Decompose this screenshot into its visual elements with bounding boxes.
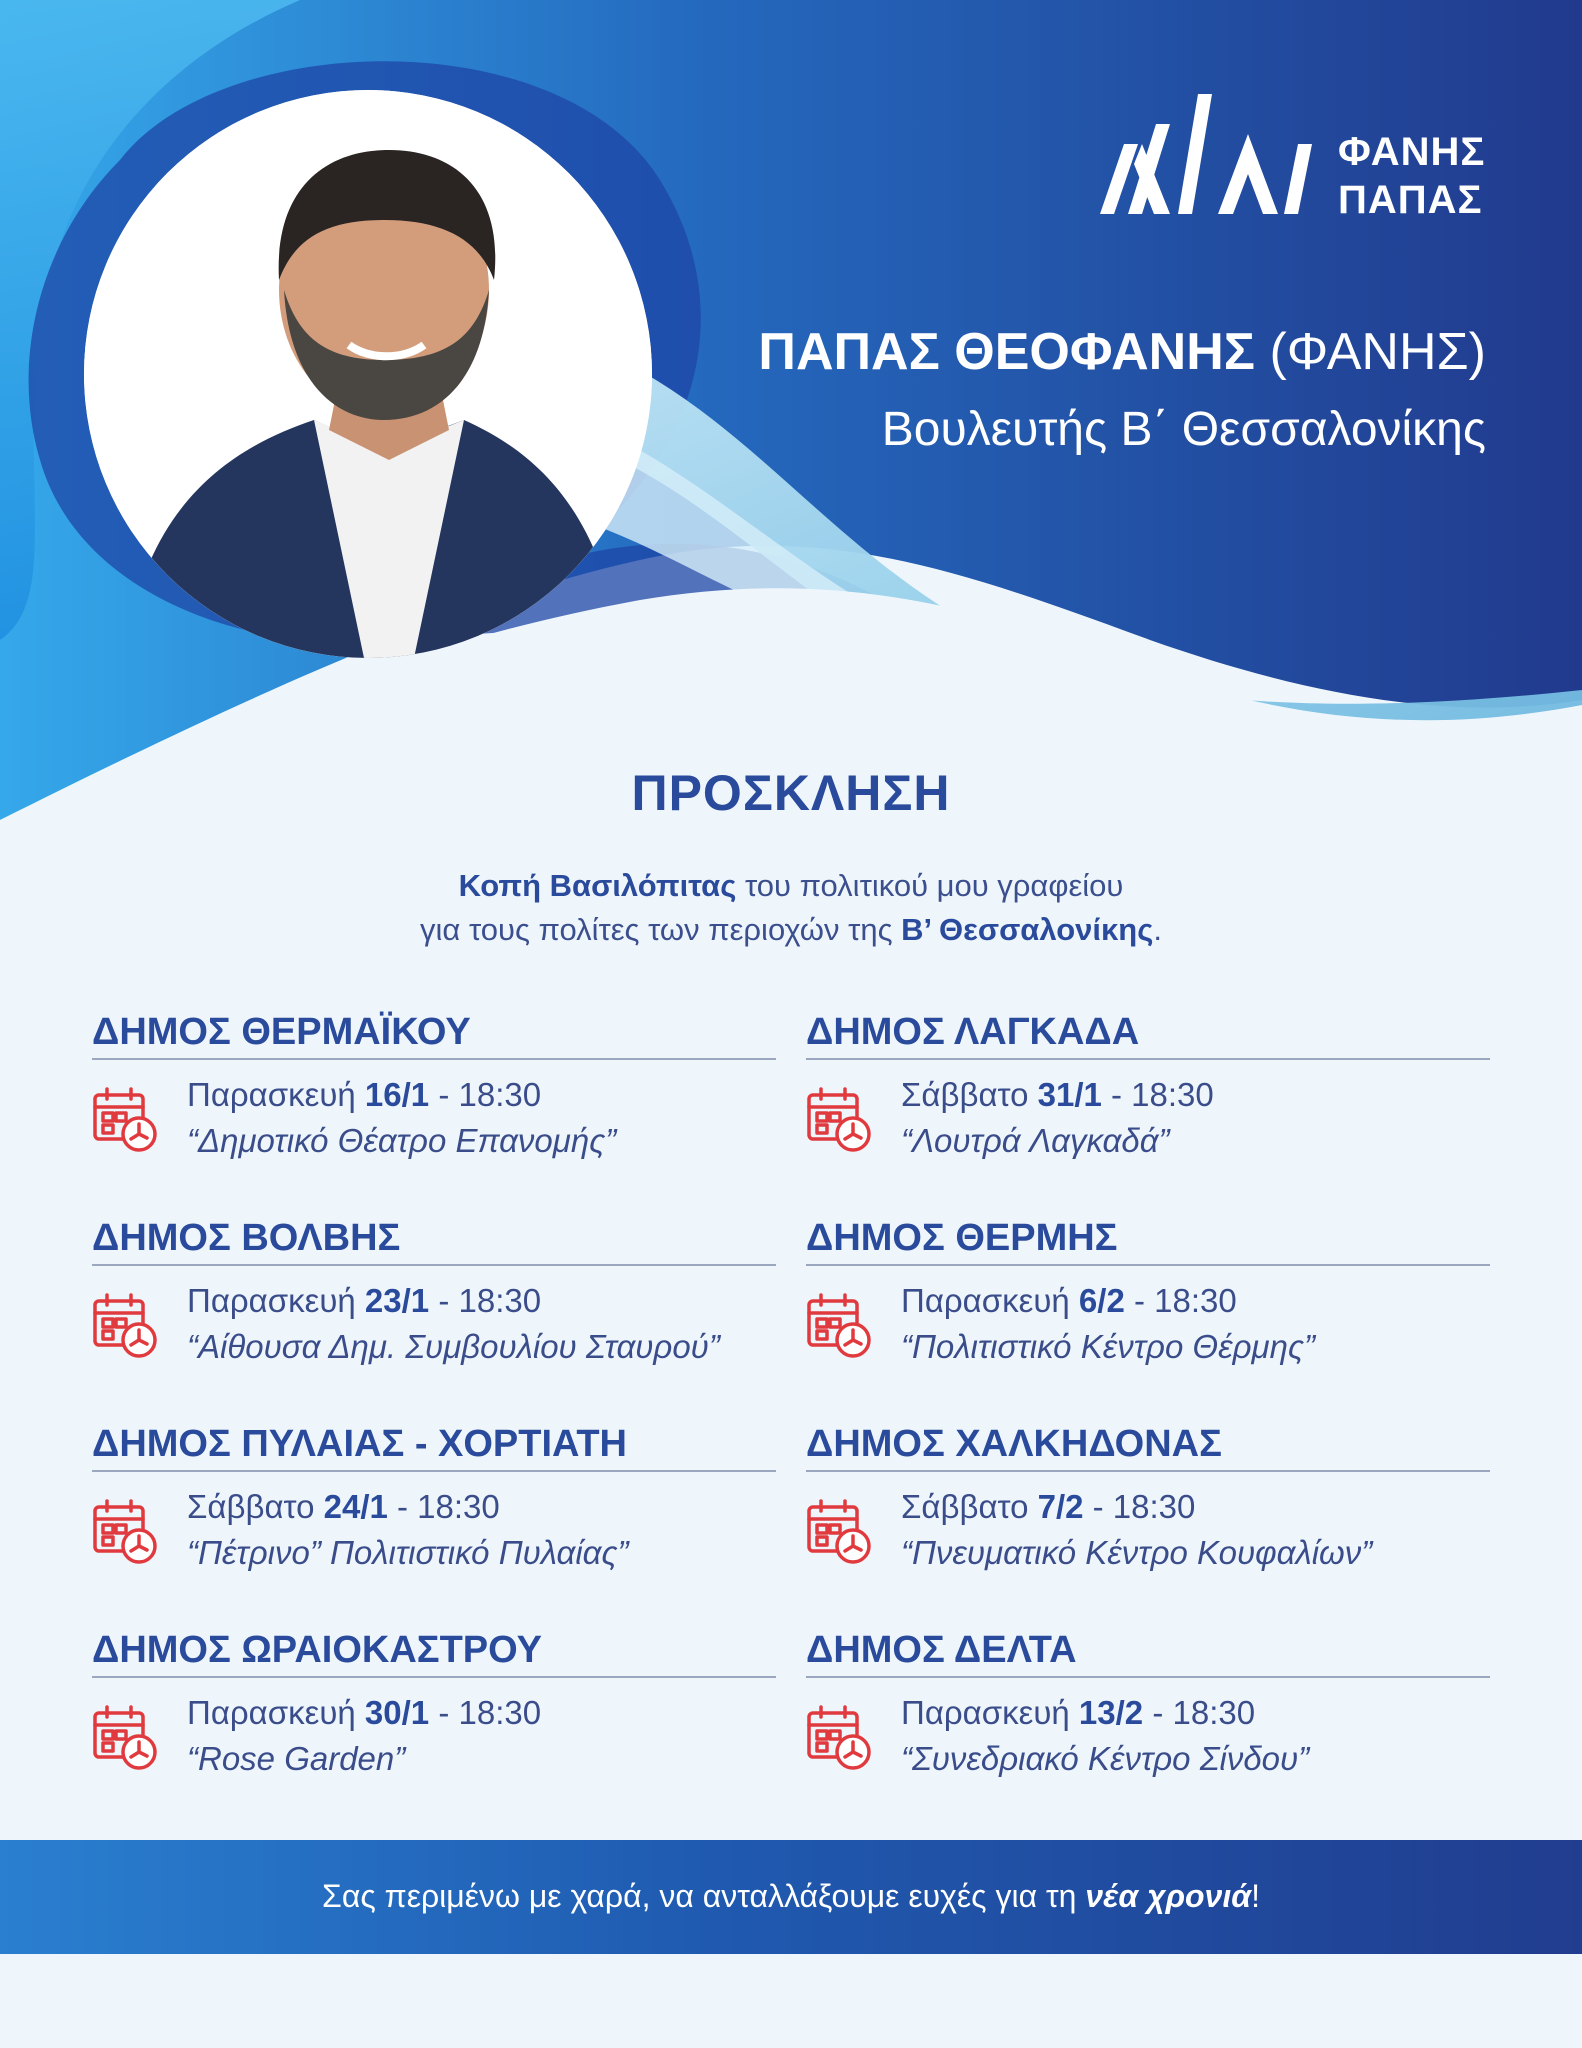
event-date <box>901 1280 1237 1322</box>
event-time: - 18:30 <box>387 1488 500 1525</box>
event-time: - 18:30 <box>1101 1076 1214 1113</box>
intro-bold-1: Κοπή Βασιλόπιτας <box>458 868 737 903</box>
invitation-heading: ΠΡΟΣΚΛΗΣΗ <box>631 765 951 821</box>
intro-text-2: για τους πολίτες των περιοχών της <box>420 912 902 947</box>
events-left-column <box>92 1010 776 1834</box>
footer-banner <box>0 1840 1582 1954</box>
event-date-value: 31/1 <box>1037 1076 1102 1113</box>
event-date-value: 30/1 <box>364 1694 430 1731</box>
municipality-name: ΔΗΜΟΣ ΘΕΡΜΑΪΚΟΥ <box>92 1010 776 1060</box>
events-right-column <box>806 1010 1490 1834</box>
event-date-value: 6/2 <box>1078 1282 1125 1319</box>
calendar-clock-icon <box>92 1292 160 1360</box>
municipality-name: ΔΗΜΟΣ ΩΡΑΙΟΚΑΣΤΡΟΥ <box>92 1628 776 1678</box>
footer-text-start: Σας περιμένω με χαρά, να ανταλλάξουμε ευχές για τη <box>322 1878 1086 1914</box>
event-time: - 18:30 <box>429 1282 542 1319</box>
calendar-clock-icon <box>92 1086 160 1154</box>
event-entry <box>806 1280 1490 1390</box>
municipality-block <box>806 1216 1490 1422</box>
event-venue: “Λουτρά Λαγκαδά” <box>901 1122 1170 1159</box>
municipality-name: ΔΗΜΟΣ ΒΟΛΒΗΣ <box>92 1216 776 1266</box>
event-entry <box>806 1692 1490 1802</box>
municipality-name: ΔΗΜΟΣ ΔΕΛΤΑ <box>806 1628 1490 1678</box>
logo-name-line2: ΠΑΠΑΣ <box>1338 178 1483 222</box>
municipality-name: ΔΗΜΟΣ ΘΕΡΜΗΣ <box>806 1216 1490 1266</box>
event-day: Σάββατο <box>187 1488 324 1525</box>
event-day: Παρασκευή <box>187 1076 365 1113</box>
calendar-clock-icon <box>806 1704 874 1772</box>
event-venue: “Δημοτικό Θέατρο Επανομής” <box>187 1122 617 1159</box>
event-entry <box>92 1692 776 1802</box>
municipality-block <box>806 1010 1490 1216</box>
intro-text-3: . <box>1153 912 1162 947</box>
municipality-name: ΔΗΜΟΣ ΧΑΛΚΗΔΟΝΑΣ <box>806 1422 1490 1472</box>
event-venue: “Πέτρινο” Πολιτιστικό Πυλαίας” <box>187 1534 629 1571</box>
event-time: - 18:30 <box>429 1076 542 1113</box>
event-date <box>187 1692 541 1734</box>
event-date <box>901 1074 1214 1116</box>
event-entry <box>806 1074 1490 1184</box>
event-date <box>187 1280 541 1322</box>
candidate-title: Βουλευτής Β΄ Θεσσαλονίκης <box>881 403 1486 456</box>
event-venue: “Αίθουσα Δημ. Συμβουλίου Σταυρού” <box>187 1328 720 1365</box>
municipality-block <box>92 1628 776 1834</box>
event-entry <box>92 1486 776 1596</box>
intro-text-1: του πολιτικού μου γραφείου <box>736 868 1124 903</box>
event-venue: “Πολιτιστικό Κέντρο Θέρμης” <box>901 1328 1315 1365</box>
footer-text-bold: νέα χρονιά <box>1085 1878 1252 1914</box>
event-date-value: 16/1 <box>364 1076 430 1113</box>
calendar-clock-icon <box>806 1292 874 1360</box>
calendar-clock-icon <box>92 1704 160 1772</box>
event-entry <box>92 1280 776 1390</box>
event-entry <box>806 1486 1490 1596</box>
municipality-name: ΔΗΜΟΣ ΛΑΓΚΑΔΑ <box>806 1010 1490 1060</box>
candidate-nickname: (ΦΑΝΗΣ) <box>1269 323 1486 381</box>
event-date-value: 24/1 <box>323 1488 388 1525</box>
event-venue: “Rose Garden” <box>187 1740 406 1777</box>
footer-message <box>0 1874 1582 1918</box>
municipality-block <box>806 1422 1490 1628</box>
intro-bold-2: Β’ Θεσσαλονίκης <box>901 912 1154 947</box>
event-venue: “Συνεδριακό Κέντρο Σίνδου” <box>901 1740 1310 1777</box>
event-date-value: 7/2 <box>1037 1488 1084 1525</box>
event-time: - 18:30 <box>1083 1488 1196 1525</box>
logo-name <box>1338 128 1485 224</box>
event-date <box>901 1692 1255 1734</box>
footer-text-end: ! <box>1251 1878 1260 1914</box>
event-venue: “Πνευματικό Κέντρο Κουφαλίων” <box>901 1534 1373 1571</box>
logo-name-line1: ΦΑΝΗΣ <box>1338 130 1486 174</box>
municipality-name: ΔΗΜΟΣ ΠΥΛΑΙΑΣ - ΧΟΡΤΙΑΤΗ <box>92 1422 776 1472</box>
calendar-clock-icon <box>806 1498 874 1566</box>
calendar-clock-icon <box>92 1498 160 1566</box>
event-date <box>187 1074 541 1116</box>
event-time: - 18:30 <box>1143 1694 1256 1731</box>
event-time: - 18:30 <box>1124 1282 1237 1319</box>
candidate-name-bold: ΠΑΠΑΣ ΘΕΟΦΑΝΗΣ <box>758 323 1255 381</box>
event-day: Σάββατο <box>901 1076 1038 1113</box>
event-date <box>901 1486 1195 1528</box>
candidate-name <box>758 322 1486 382</box>
event-day: Σάββατο <box>901 1488 1038 1525</box>
municipality-block <box>92 1216 776 1422</box>
calendar-clock-icon <box>806 1086 874 1154</box>
municipality-block <box>806 1628 1490 1834</box>
event-day: Παρασκευή <box>187 1694 365 1731</box>
municipality-block <box>92 1422 776 1628</box>
event-day: Παρασκευή <box>901 1694 1079 1731</box>
event-day: Παρασκευή <box>901 1282 1079 1319</box>
event-entry <box>92 1074 776 1184</box>
event-time: - 18:30 <box>429 1694 542 1731</box>
portrait-photo <box>84 90 652 658</box>
event-date <box>187 1486 500 1528</box>
municipality-block <box>92 1010 776 1216</box>
event-date-value: 23/1 <box>364 1282 430 1319</box>
invitation-intro <box>0 864 1582 952</box>
event-date-value: 13/2 <box>1078 1694 1144 1731</box>
event-day: Παρασκευή <box>187 1282 365 1319</box>
